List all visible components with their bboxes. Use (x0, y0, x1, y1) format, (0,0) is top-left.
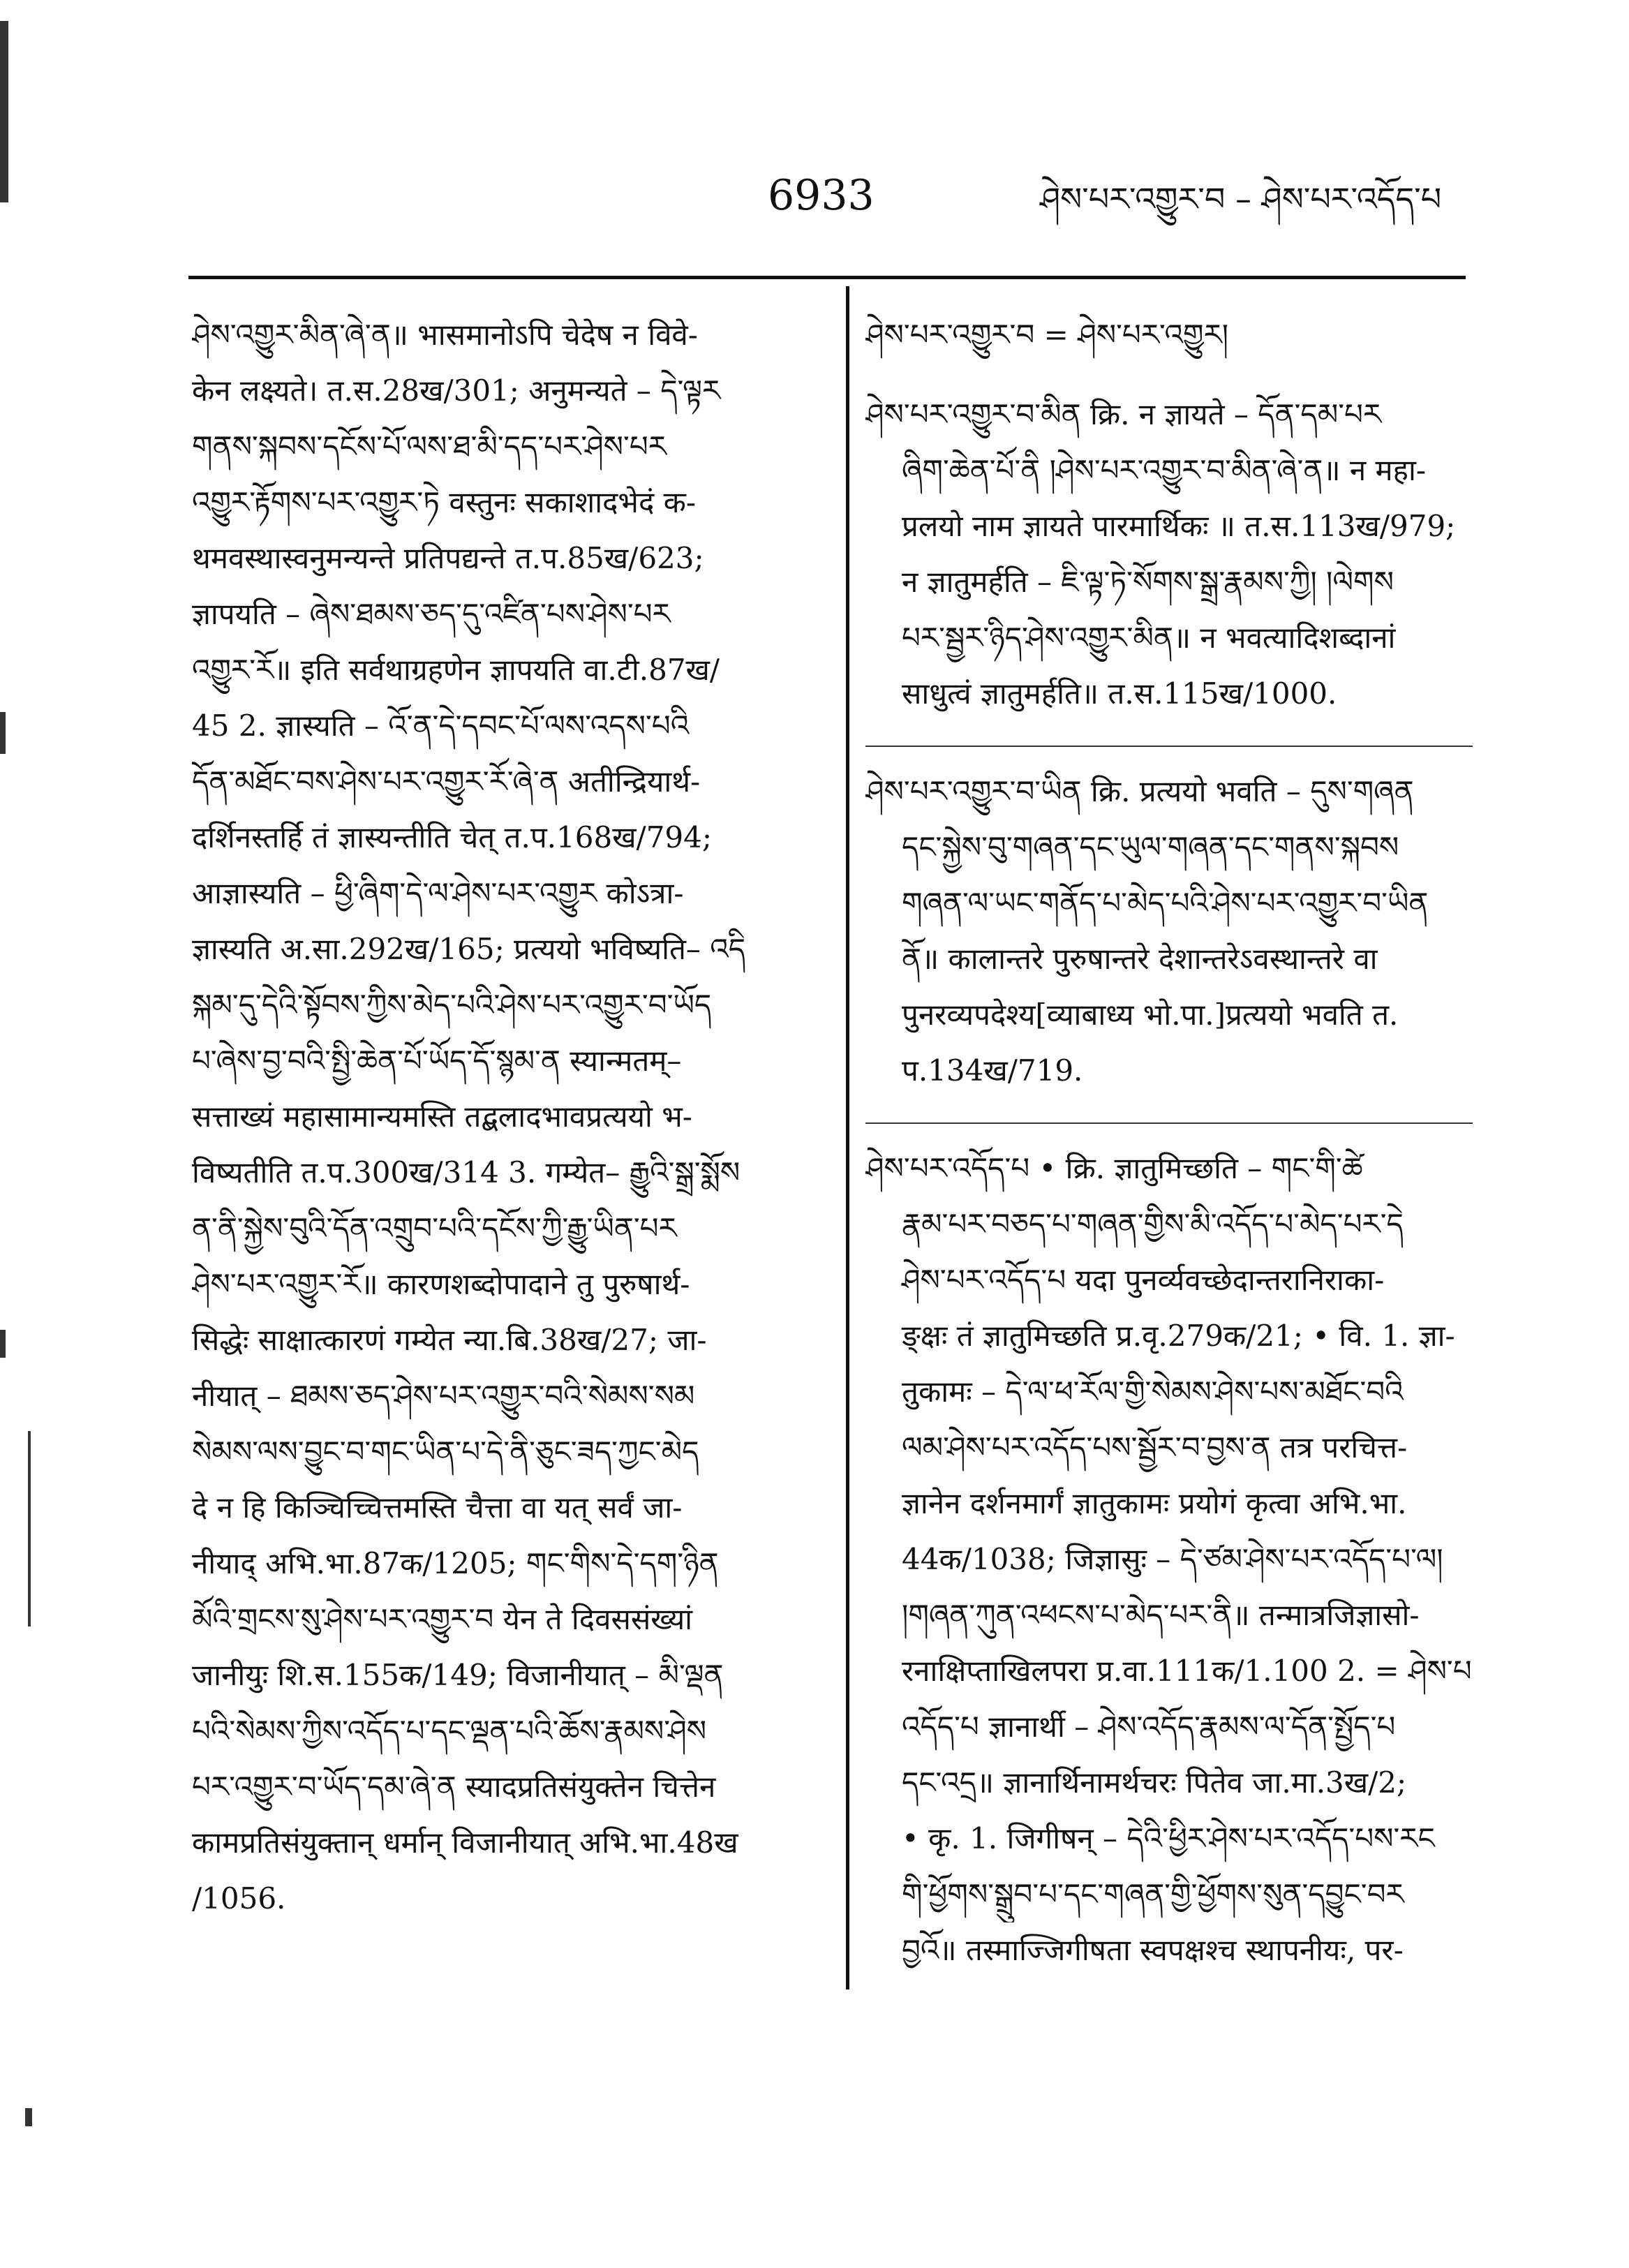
header-rule (188, 276, 1466, 279)
left-column (192, 307, 820, 1927)
running-head: ཤེས་པར་འགྱུར་བ – ཤེས་པར་འདོད་པ (1040, 180, 1442, 218)
right-column (865, 307, 1473, 2002)
text-line: ནོ॥ कालान्तरे पुरुषान्तरे देशान्तरेऽवस्थान्तरे वा (902, 942, 1378, 976)
text-line: प्रलयो नाम ज्ञायते पारमार्थिकः ॥ त.स.113ख/979; (902, 509, 1456, 543)
text-line: ङ्क्षः तं ज्ञातुमिच्छति प्र.वृ.279क/21; • वि. 1. ज्ञा- (902, 1319, 1455, 1353)
text-line: न ज्ञातुमर्हति – ཇི་ལྟ་ཏེ་སོགས་སྒྲ་རྣམས་ཀྱི། །ལེགས (902, 565, 1394, 599)
entry-headword-line: ཤེས་པར་འགྱུར་བ = ཤེས་པར་འགྱུར། (865, 318, 1229, 352)
scan-margin-mark (25, 2108, 32, 2126)
text-line: दे न हि किञ्चिच्चित्तमस्ति चैत्ता वा यत् सर्वं जा- (192, 1490, 683, 1525)
text-line: /1056. (192, 1881, 286, 1915)
text-line: འགྱུར་རྟོགས་པར་འགྱུར་ཏེ वस्तुनः सकाशादभेदं क- (192, 485, 697, 519)
scan-margin-mark (0, 21, 8, 202)
text-line: ཤེས་པར་འགྱུར་རོ॥ कारणशब्दोपादाने तु पुरुषार्थ- (192, 1267, 690, 1301)
text-line: པར་སྦྱར་ཉིད་ཤེས་འགྱུར་མིན॥ न भवत्यादिशब्दानां (902, 621, 1396, 655)
text-line: སྐམ་དུ་དེའི་སྟོབས་ཀྱིས་མེད་པའི་ཤེས་པར་འགྱུར་བ་ཡོད (192, 988, 712, 1022)
text-line: འདོད་པ ज्ञानार्थी – ཤེས་འདོད་རྣམས་ལ་དོན་སྤྱོད་པ (902, 1710, 1396, 1744)
text-line: པར་འགྱུར་བ་ཡོད་དམ་ཞེ་ན स्यादप्रतिसंयुक्तेन चित्तेन (192, 1770, 716, 1804)
text-line: པ་ཞེས་བྱ་བའི་སྤྱི་ཆེན་པོ་ཡོད་དོ་སྙམ་ན स्यान्मतम्– (192, 1044, 682, 1078)
text-line: འགྱུར་རོ॥ इति सर्वथाग्रहणेन ज्ञापयति वा.टी.87ख/ (192, 653, 720, 687)
scan-margin-mark (0, 1330, 6, 1358)
text-line: །གཞན་ཀུན་འཕངས་པ་མེད་པར་ནི॥ तन्मात्रजिज्ञासो- (902, 1598, 1420, 1632)
text-line: ཞིག་ཆེན་པོ་ནི །ཤེས་པར་འགྱུར་བ་མིན་ཞེ་ན॥ न महा- (902, 453, 1427, 487)
text-line: ཤེས་འགྱུར་མིན་ཞེ་ན॥ भासमानोऽपि चेदेष न विवे- (192, 318, 698, 352)
text-line: དང་འདྲ॥ ज्ञानार्थिनामर्थचरः पितेव जा.मा.3ख/2; (902, 1765, 1407, 1800)
text-line: རྣམ་པར་བཅད་པ་གཞན་གྱིས་མི་འདོད་པ་མེད་པར་དེ (902, 1207, 1404, 1241)
entry-divider (865, 1122, 1473, 1124)
text-line: सिद्धेः साक्षात्कारणं गम्येत न्या.बि.38ख/27; जा- (192, 1323, 707, 1357)
entry-headword-line: ཤེས་པར་འདོད་པ • क्रि. ज्ञातुमिच्छति – གང་གི་ཚེ (865, 1151, 1363, 1185)
column-divider (846, 286, 849, 1989)
entry-headword-line: ཤེས་པར་འགྱུར་བ་ཡིན क्रि. प्रत्ययो भवति – དུས་གཞན (865, 774, 1414, 808)
scan-margin-mark (0, 712, 6, 754)
dictionary-entry (865, 387, 1473, 722)
text-line: མོའི་གྲངས་སུ་ཤེས་པར་འགྱུར་བ येन ते दिवससंख्यां (192, 1602, 693, 1636)
text-line: तुकामः – དེ་ལ་ཕ་རོལ་གྱི་སེམས་ཤེས་པས་མཐོང་བའི (902, 1374, 1404, 1409)
text-line: विष्यतीति त.प.300ख/314 3. गम्येत– རྒྱུའི་སྒྲ་སྨོས (192, 1155, 741, 1189)
text-line: གནས་སྐབས་དངོས་པོ་ལས་ཐ་མི་དད་པར་ཤེས་པར (192, 429, 667, 464)
text-line: ཤེས་པར་འདོད་པ यदा पुनर्व्यवच्छेदान्तरानिराका- (902, 1263, 1385, 1297)
text-line: सत्ताख्यं महासामान्यमस्ति तद्बलादभावप्रत्ययो भ- (192, 1099, 692, 1134)
text-line: ན་ནི་སྐྱེས་བུའི་དོན་འགྲུབ་པའི་དངོས་ཀྱི་རྒྱུ་ཡིན་པར (192, 1211, 677, 1245)
text-line: ज्ञास्यति अ.सा.292ख/165; प्रत्ययो भविष्यति– འདི (192, 932, 746, 966)
entry-divider (865, 746, 1473, 747)
text-line: 45 2. ज्ञास्यति – འོ་ན་དེ་དབང་པོ་ལས་འདས་པའི (192, 709, 690, 743)
text-line: प.134ख/719. (902, 1053, 1083, 1088)
scan-margin-mark (28, 1431, 31, 1626)
text-line: ལམ་ཤེས་པར་འདོད་པས་སྦྱོར་བ་བྱས་ན तत्र परचित्त- (902, 1430, 1408, 1465)
dictionary-entry (865, 307, 1473, 363)
text-line: साधुत्वं ज्ञातुमर्हति॥ त.स.115ख/1000. (902, 676, 1337, 711)
text-line: གཞན་ལ་ཡང་གནོད་པ་མེད་པའི་ཤེས་པར་འགྱུར་བ་ཡིན (902, 886, 1429, 920)
page-number: 6933 (768, 171, 875, 220)
dictionary-entry (865, 764, 1473, 1099)
text-line: आज्ञास्यति – ཕྱི་ཞིག་དེ་ལ་ཤེས་པར་འགྱུར कोऽत्रा- (192, 876, 684, 910)
text-line: नीयात् – ཐམས་ཅད་ཤེས་པར་འགྱུར་བའི་སེམས་སམ (192, 1379, 695, 1413)
text-line: पुनरव्यपदेश्य[व्याबाध्य भो.पा.]प्रत्ययो भवति त. (902, 998, 1399, 1032)
text-line: 44क/1038; जिज्ञासुः – དེ་ཙམ་ཤེས་པར་འདོད་པ་ལ། (902, 1542, 1443, 1576)
text-line: दर्शिनस्तर्हि तं ज्ञास्यन्तीति चेत् त.प.168ख/794; (192, 820, 713, 854)
text-line: नीयाद् अभि.भा.87क/1205; གང་གིས་དེ་དག་ཉིན (192, 1546, 719, 1580)
text-line: བྱའོ॥ तस्माज्जिगीषता स्वपक्षश्च स्थापनीयः, पर- (902, 1933, 1404, 1967)
text-line: केन लक्ष्यते। त.स.28ख/301; अनुमन्यते – དེ་ལྟར (192, 373, 721, 408)
text-line: कामप्रतिसंयुक्तान् धर्मान् विजानीयात् अभि.भा.48ख (192, 1825, 738, 1860)
text-line: དོན་མཐོང་བས་ཤེས་པར་འགྱུར་རོ་ཞེ་ན अतीन्द्रियार्थ- (192, 764, 701, 799)
text-line: थमवस्थास्वनुमन्यन्ते प्रतिपद्यन्ते त.प.85ख/623; (192, 541, 704, 575)
text-line: ज्ञानेन दर्शनमार्गं ज्ञातुकामः प्रयोगं कृत्वा अभि.भा. (902, 1486, 1407, 1520)
text-line: པའི་སེམས་ཀྱིས་འདོད་པ་དང་ལྡན་པའི་ཆོས་རྣམས་ཤེས (192, 1714, 707, 1748)
text-line: • कृ. 1. जिगीषन् – དེའི་ཕྱིར་ཤེས་པར་འདོད་པས་རང (902, 1821, 1435, 1855)
text-line: रनाक्षिप्ताखिलपरा प्र.वा.111क/1.100 2. = ཤེས་པ (902, 1654, 1472, 1688)
text-line: ज्ञापयति – ཞེས་ཐམས་ཅད་དུ་འཛིན་པས་ཤེས་པར (192, 597, 671, 631)
entry-headword-line: ཤེས་པར་འགྱུར་བ་མིན क्रि. न ज्ञायते – དོན་དམ་པར (865, 397, 1382, 431)
text-line: जानीयुः शि.स.155क/149; विजानीयात् – མི་ལྡན (192, 1658, 724, 1692)
text-line: དང་སྐྱེས་བུ་གཞན་དང་ཡུལ་གཞན་དང་གནས་སྐབས (902, 830, 1399, 864)
dictionary-entry (865, 1141, 1473, 1978)
text-line: སེམས་ལས་བྱུང་བ་གང་ཡིན་པ་དེ་ནི་ཅུང་ཟད་ཀྱང་མེད (192, 1435, 699, 1469)
text-line: གི་ཕྱོགས་སྒྲུབ་པ་དང་གཞན་གྱི་ཕྱོགས་སུན་དབྱུང་བར (902, 1877, 1404, 1911)
